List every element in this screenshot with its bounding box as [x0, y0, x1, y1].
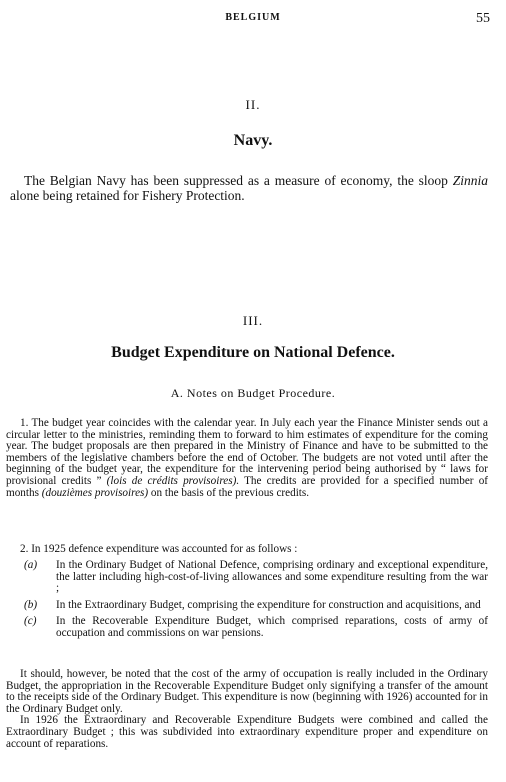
navy-paragraph	[10, 173, 488, 203]
list-item	[24, 560, 488, 595]
section-title-navy: Navy.	[233, 132, 273, 149]
p1-a: 1. The budget year coincides with the calendar year. In July each year the Finance Minister sends out a circular letter to the ministries, reminding them to forward to him estimates of expenditure for the coming year. The budget proposals are then prepared in the Ministry of Finance and have to be submitted to the members of the legislative chambers before the end of October. The budgets are not voted until after the beginning of the budget year, the expenditure for the intervening period being authorised by “ laws for provisional credits ”	[6, 417, 488, 487]
item-label: (b)	[24, 598, 38, 611]
budget-paragraph-3	[6, 669, 488, 750]
section-number-navy: II.	[245, 97, 261, 112]
page-number: 55	[476, 11, 490, 26]
p1-b: The credits are provided for a specified number of months	[6, 474, 489, 499]
p1-italic-1: (lois de crédits provisoires).	[106, 474, 240, 487]
p3-text: It should, however, be noted that the cost of the army of occupation is really included in the Ordinary Budget, the appropriation in the Recoverable Expenditure Budget only signifying a transfer of the amount to the receipts side of the Ordinary Budget. This expenditure is now (beginning with 1926) accounted for in the Ordinary Budget only.	[6, 668, 488, 715]
budget-items	[24, 560, 488, 640]
navy-paragraph-italic: Zinnia	[452, 173, 488, 188]
section-title-budget: Budget Expenditure on National Defence.	[111, 344, 395, 361]
list-item	[24, 616, 488, 639]
navy-paragraph-pre: The Belgian Navy has been suppressed as a measure of economy, the sloop	[24, 173, 453, 188]
item-text: In the Recoverable Expenditure Budget, which comprised reparations, costs of army of occupation and commissions on war pensions.	[56, 615, 488, 639]
p1-c: on the basis of the previous credits.	[148, 486, 310, 499]
running-head: BELGIUM	[225, 12, 281, 23]
p1-italic-2: (douzièmes provisoires)	[41, 486, 149, 499]
budget-paragraph-2	[6, 544, 488, 556]
subhead-notes: A. Notes on Budget Procedure.	[170, 386, 336, 400]
budget-paragraph-1	[6, 418, 488, 499]
navy-paragraph-post: alone being retained for Fishery Protection.	[10, 188, 245, 203]
item-label: (a)	[24, 559, 38, 571]
p2-text: 2. In 1925 defence expenditure was accounted for as follows :	[20, 543, 298, 555]
item-text: In the Ordinary Budget of National Defence, comprising ordinary and exceptional expenditure, the latter including high-cost-of-living allowances and some expenditure resulting from the war ;	[56, 559, 488, 595]
item-label: (c)	[24, 615, 37, 628]
list-item	[24, 600, 488, 612]
item-text: In the Extraordinary Budget, comprising the expenditure for construction and acquisitions, and	[56, 598, 481, 611]
section-number-budget: III.	[242, 313, 264, 328]
p4-text: In 1926 the Extraordinary and Recoverable Expenditure Budgets were combined and called the Extraordinary Budget ; this was subdivided into extraordinary expenditure proper and expenditure on account of reparations.	[6, 714, 488, 750]
